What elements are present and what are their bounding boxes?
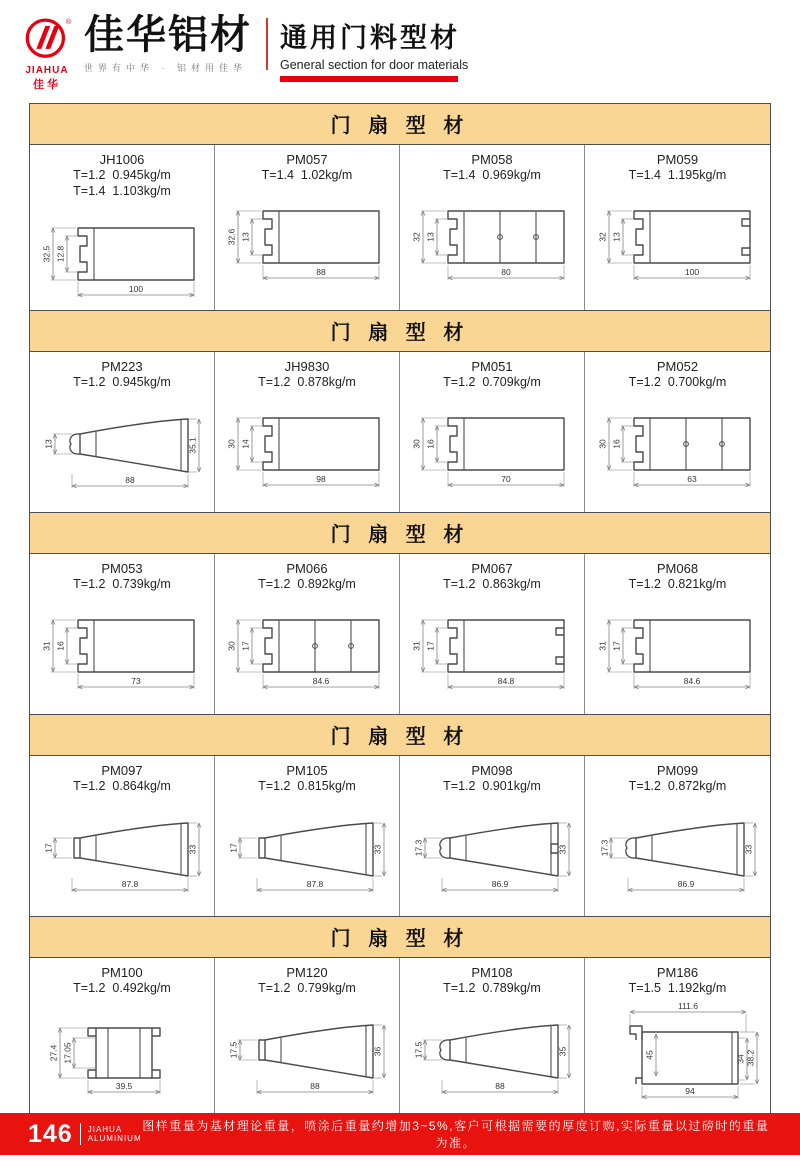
- svg-text:16: 16: [425, 439, 436, 449]
- svg-text:32: 32: [597, 232, 607, 242]
- svg-text:36: 36: [372, 1046, 383, 1056]
- footer-divider: [80, 1123, 81, 1145]
- svg-text:31: 31: [41, 641, 52, 651]
- profile-spec: T=1.2 0.739kg/m: [73, 576, 171, 591]
- svg-text:80: 80: [501, 267, 511, 278]
- svg-text:84.6: 84.6: [683, 675, 700, 686]
- svg-text:31: 31: [411, 641, 422, 651]
- page-header: [0, 0, 800, 91]
- profile-cell: [215, 554, 400, 714]
- footer-brand-line2: ALUMINIUM: [87, 1134, 142, 1143]
- svg-text:86.9: 86.9: [491, 878, 509, 889]
- profile-cell: [585, 958, 770, 1118]
- svg-text:33: 33: [743, 844, 753, 854]
- logo-latin: JIAHUA: [25, 65, 69, 76]
- profile-spec: T=1.4 0.969kg/m: [443, 168, 541, 182]
- page-number: 146: [28, 1119, 73, 1148]
- svg-text:32.6: 32.6: [226, 228, 237, 246]
- section-title: 门 扇 型 材: [30, 104, 770, 145]
- svg-text:88: 88: [310, 1080, 320, 1091]
- svg-text:33: 33: [372, 844, 383, 854]
- svg-text:100: 100: [128, 283, 144, 294]
- profile-drawing: [404, 392, 580, 496]
- svg-text:17.05: 17.05: [62, 1042, 73, 1064]
- profile-code: PM052: [656, 358, 699, 374]
- profile-section: [29, 916, 771, 1119]
- brand-name: 佳华铝材: [84, 13, 252, 57]
- svg-text:33: 33: [557, 844, 568, 854]
- section-title: 门 扇 型 材: [30, 715, 770, 756]
- svg-text:63: 63: [686, 473, 697, 484]
- svg-text:88: 88: [125, 474, 135, 485]
- profile-drawing: [590, 594, 766, 698]
- profile-spec: T=1.2 0.492kg/m: [73, 980, 171, 995]
- profile-cell: [215, 145, 400, 310]
- profile-code: PM068: [656, 560, 699, 576]
- svg-text:17: 17: [240, 641, 251, 651]
- svg-text:39.5: 39.5: [115, 1080, 133, 1091]
- svg-text:14: 14: [240, 439, 251, 449]
- svg-text:17: 17: [43, 843, 54, 853]
- profile-spec: T=1.2 0.799kg/m: [258, 980, 356, 995]
- profile-code: JH9830: [284, 358, 330, 374]
- profile-code: PM100: [101, 964, 143, 980]
- svg-text:16: 16: [611, 439, 621, 449]
- svg-text:111.6: 111.6: [677, 1000, 698, 1011]
- profile-cell: [215, 352, 400, 512]
- svg-text:34: 34: [735, 1054, 745, 1064]
- profile-drawing: [590, 392, 766, 496]
- profile-drawing: [590, 998, 766, 1106]
- profile-spec: T=1.2 0.789kg/m: [443, 980, 541, 995]
- profile-spec: T=1.2 0.878kg/m: [258, 374, 356, 389]
- footer-brand: [88, 1125, 142, 1143]
- svg-text:30: 30: [226, 641, 237, 651]
- profile-cell: [585, 756, 770, 916]
- svg-text:45: 45: [644, 1050, 654, 1060]
- footer-brand-line1: JIAHUA: [87, 1124, 123, 1134]
- svg-text:30: 30: [226, 439, 237, 449]
- svg-text:32.5: 32.5: [41, 245, 52, 262]
- profile-drawing: [404, 185, 580, 289]
- profile-spec: T=1.2 0.700kg/m: [628, 374, 727, 389]
- svg-text:17: 17: [228, 843, 239, 853]
- section-row: [30, 958, 770, 1118]
- profile-cell: [215, 958, 400, 1118]
- profile-code: PM120: [286, 964, 328, 980]
- svg-text:32: 32: [411, 232, 422, 242]
- profile-drawing: [34, 202, 210, 306]
- brand-tagline: 世界有中华 · 铝材用佳华: [84, 63, 247, 73]
- profile-code: PM053: [101, 560, 143, 576]
- profile-spec: T=1.2 0.945kg/m: [73, 168, 171, 182]
- svg-text:88: 88: [316, 267, 326, 278]
- profile-cell: [30, 145, 215, 310]
- svg-text:94: 94: [684, 1085, 695, 1096]
- svg-text:13: 13: [240, 232, 251, 242]
- profile-cell: [30, 352, 215, 512]
- profile-spec: T=1.2 0.821kg/m: [628, 576, 727, 591]
- section-row: [30, 554, 770, 714]
- svg-text:87.8: 87.8: [306, 878, 324, 889]
- profile-spec: T=1.4 1.103kg/m: [73, 184, 171, 199]
- profile-sections: [29, 103, 771, 1119]
- section-title: 门 扇 型 材: [30, 311, 770, 352]
- profile-code: PM059: [656, 152, 699, 167]
- profile-spec: T=1.2 0.901kg/m: [443, 778, 541, 793]
- profile-code: PM058: [471, 152, 513, 167]
- profile-spec: T=1.4 1.195kg/m: [628, 168, 727, 182]
- section-title: 门 扇 型 材: [30, 917, 770, 958]
- svg-text:17.3: 17.3: [599, 839, 609, 857]
- svg-text:30: 30: [597, 439, 607, 449]
- section-row: [30, 145, 770, 310]
- profile-drawing: [219, 185, 395, 289]
- footer-note: 图样重量为基材理论重量，喷涂后重量约增加3~5%,客户可根据需要的厚度订购,实际重量以过磅时的重量为准。: [142, 1119, 770, 1150]
- profile-code: PM105: [286, 762, 328, 778]
- profile-spec: T=1.4 1.02kg/m: [261, 168, 353, 182]
- svg-text:31: 31: [597, 641, 607, 651]
- profile-cell: [585, 145, 770, 310]
- section-row: [30, 756, 770, 916]
- profile-spec: T=1.2 0.864kg/m: [73, 778, 171, 793]
- profile-drawing: [219, 796, 395, 900]
- profile-spec: T=1.5 1.192kg/m: [628, 980, 727, 995]
- svg-text:100: 100: [684, 267, 699, 278]
- svg-text:84.8: 84.8: [497, 675, 515, 686]
- svg-text:12.8: 12.8: [55, 245, 66, 262]
- svg-text:13: 13: [611, 232, 621, 242]
- profile-cell: [215, 756, 400, 916]
- svg-text:87.8: 87.8: [121, 878, 139, 889]
- svg-text:86.9: 86.9: [677, 878, 694, 889]
- profile-cell: [400, 352, 585, 512]
- profile-drawing: [404, 796, 580, 900]
- svg-text:17.3: 17.3: [413, 839, 424, 857]
- doc-title-underline: [280, 76, 458, 82]
- section-title: 门 扇 型 材: [30, 513, 770, 554]
- svg-text:35: 35: [557, 1046, 568, 1056]
- profile-code: PM097: [101, 762, 143, 778]
- profile-cell: [585, 352, 770, 512]
- profile-section: [29, 714, 771, 917]
- profile-drawing: [34, 998, 210, 1102]
- jiahua-logo-icon: [22, 16, 72, 62]
- doc-title-cn: 通用门料型材: [280, 23, 460, 53]
- brand-block: [84, 14, 252, 74]
- svg-text:13: 13: [43, 439, 54, 449]
- profile-cell: [585, 554, 770, 714]
- profile-code: PM098: [471, 762, 513, 778]
- profile-drawing: [219, 998, 395, 1102]
- svg-text:33: 33: [187, 844, 198, 854]
- profile-drawing: [590, 185, 766, 289]
- svg-text:73: 73: [131, 675, 141, 686]
- profile-code: PM186: [656, 964, 699, 980]
- profile-code: PM067: [471, 560, 513, 576]
- header-divider: [266, 18, 268, 70]
- profile-code: PM066: [286, 560, 328, 576]
- svg-text:38.2: 38.2: [745, 1049, 755, 1067]
- svg-text:17.5: 17.5: [413, 1041, 424, 1059]
- svg-text:35.1: 35.1: [187, 436, 198, 454]
- profile-spec: T=1.2 0.815kg/m: [258, 778, 356, 793]
- profile-drawing: [590, 796, 766, 900]
- profile-cell: [30, 958, 215, 1118]
- profile-spec: T=1.2 0.872kg/m: [628, 778, 727, 793]
- logo: [18, 16, 76, 92]
- footer-band: [0, 1113, 800, 1155]
- svg-text:88: 88: [495, 1080, 505, 1091]
- profile-drawing: [219, 392, 395, 496]
- profile-spec: T=1.2 0.945kg/m: [73, 374, 171, 389]
- profile-spec: T=1.2 0.863kg/m: [443, 576, 541, 591]
- profile-drawing: [404, 998, 580, 1102]
- doc-title-block: [280, 16, 468, 82]
- svg-text:30: 30: [411, 439, 422, 449]
- svg-text:17: 17: [611, 641, 621, 651]
- profile-code: PM057: [286, 152, 328, 167]
- profile-cell: [30, 554, 215, 714]
- profile-code: JH1006: [99, 152, 145, 167]
- svg-text:17.5: 17.5: [228, 1041, 239, 1059]
- profile-code: PM223: [101, 358, 143, 374]
- profile-spec: T=1.2 0.709kg/m: [443, 374, 541, 389]
- profile-section: [29, 310, 771, 513]
- svg-text:98: 98: [316, 473, 326, 484]
- profile-drawing: [34, 594, 210, 698]
- profile-cell: [400, 958, 585, 1118]
- profile-code: PM051: [471, 358, 513, 374]
- registered-mark: ®: [65, 17, 72, 27]
- profile-cell: [400, 554, 585, 714]
- profile-drawing: [404, 594, 580, 698]
- profile-drawing: [219, 594, 395, 698]
- profile-section: [29, 512, 771, 715]
- svg-text:70: 70: [501, 473, 511, 484]
- svg-text:84.6: 84.6: [312, 675, 330, 686]
- logo-chinese: 佳华: [33, 79, 61, 91]
- svg-text:27.4: 27.4: [48, 1044, 59, 1062]
- section-row: [30, 352, 770, 512]
- profile-code: PM099: [656, 762, 699, 778]
- svg-text:17: 17: [425, 641, 436, 651]
- profile-drawing: [34, 392, 210, 496]
- profile-code: PM108: [471, 964, 513, 980]
- profile-cell: [400, 145, 585, 310]
- profile-spec: T=1.2 0.892kg/m: [258, 576, 356, 591]
- profile-cell: [30, 756, 215, 916]
- profile-drawing: [34, 796, 210, 900]
- profile-section: [29, 103, 771, 311]
- doc-title-en: General section for door materials: [280, 58, 469, 72]
- svg-text:16: 16: [55, 641, 66, 651]
- profile-cell: [400, 756, 585, 916]
- svg-text:13: 13: [425, 232, 436, 242]
